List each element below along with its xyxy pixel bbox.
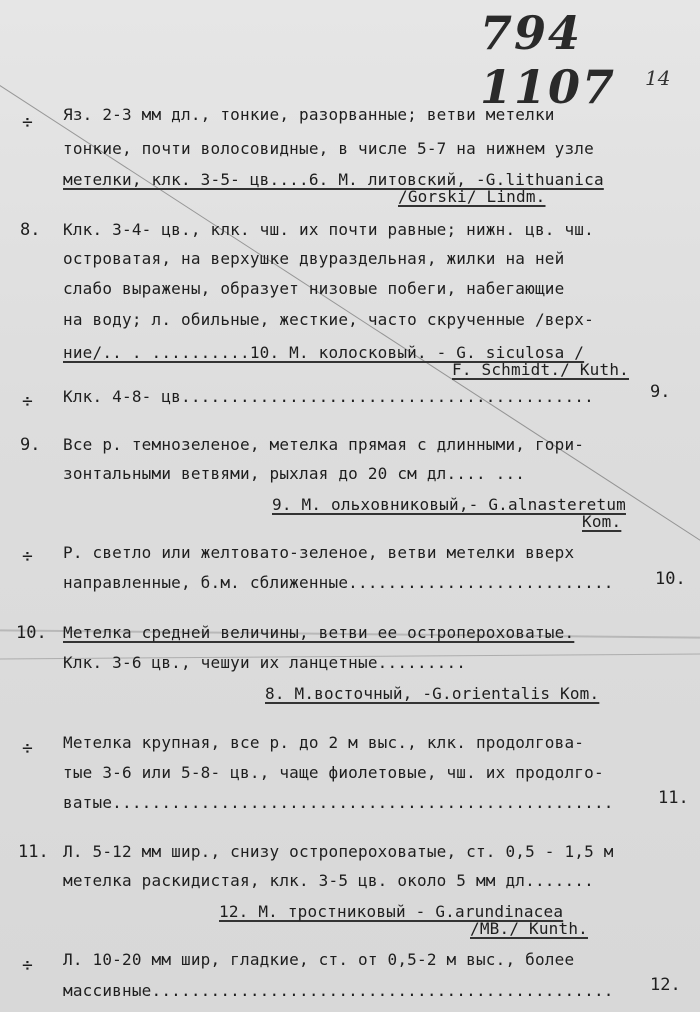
- text-line: Л. 5-12 мм шир., снизу остропероховатые, ст. 0,5 - 1,5 м: [63, 842, 614, 861]
- text-line: Л. 10-20 мм шир, гладкие, ст. от 0,5-2 м выс., более: [63, 950, 575, 969]
- text-line: Клк. 3-6 цв., чешуи их ланцетные.........: [63, 653, 467, 672]
- text-line: 8. М.восточный, -G.orientalis Kom.: [265, 684, 600, 703]
- lead-number: 12.: [650, 975, 681, 995]
- text-line: тые 3-6 или 5-8- цв., чаще фиолетовые, чш. их продолго-: [63, 763, 604, 782]
- text-line: Клк. 3-4- цв., клк. чш. их почти равные; нижн. цв. чш.: [63, 220, 594, 239]
- text-line: Метелка средней величины, ветви ее остропероховатые.: [63, 623, 575, 642]
- author-line: Kom.: [582, 512, 622, 531]
- item-number: 11.: [18, 842, 49, 862]
- text-line: Клк. 4-8- цв..........................................: [63, 387, 594, 406]
- text-line: Р. светло или желтовато-зеленое, ветви метелки вверх: [63, 543, 575, 562]
- text-line: 9. М. ольховниковый,- G.alnasteretum: [272, 495, 626, 514]
- item-number: 10.: [16, 623, 47, 643]
- text-line: Все р. темнозеленое, метелка прямая с длинными, гори-: [63, 435, 585, 454]
- text-line: на воду; л. обильные, жесткие, часто скрученные /верх-: [63, 310, 594, 329]
- text-line: массивные...............................................: [63, 981, 614, 1000]
- item-marker: ÷: [22, 391, 33, 412]
- handwritten-page-number: 794 1107: [480, 6, 617, 114]
- text-line: зонтальными ветвями, рыхлая до 20 см дл.... ...: [63, 464, 526, 483]
- author-line: /МВ./ Kunth.: [470, 919, 588, 938]
- text-line: слабо выражены, образует низовые побеги, набегающие: [63, 279, 565, 298]
- item-marker: ÷: [22, 955, 33, 976]
- item-marker: ÷: [22, 546, 33, 567]
- item-marker: ÷: [22, 738, 33, 759]
- lead-number: 9.: [650, 382, 671, 402]
- item-number: 9.: [20, 435, 41, 455]
- handwritten-corner-number: 14: [645, 66, 671, 90]
- author-line: /Gorski/ Lindm.: [398, 187, 546, 206]
- text-line: Яз. 2-3 мм дл., тонкие, разорванные; ветви метелки: [63, 105, 555, 124]
- item-number: 8.: [20, 220, 41, 240]
- text-line: направленные, б.м. сближенные...........................: [63, 573, 614, 592]
- text-line: ватые...................................................: [63, 793, 614, 812]
- text-line: метелки, клк. 3-5- цв....6. М. литовский, -G.lithuanica: [63, 170, 604, 189]
- text-line: островатая, на верхушке двураздельная, жилки на ней: [63, 249, 565, 268]
- item-marker: ÷: [22, 112, 33, 133]
- text-line: 12. М. тростниковый - G.arundinacea: [219, 902, 564, 921]
- text-line: метелка раскидистая, клк. 3-5 цв. около 5 мм дл.......: [63, 871, 594, 890]
- text-line: Метелка крупная, все р. до 2 м выс., клк. продолгова-: [63, 733, 585, 752]
- lead-number: 11.: [658, 788, 689, 808]
- lead-number: 10.: [655, 569, 686, 589]
- author-line: F. Schmidt./ Kuth.: [452, 360, 629, 379]
- text-line: тонкие, почти волосовидные, в числе 5-7 на нижнем узле: [63, 139, 594, 158]
- text-line: ние/.. . ..........10. М. колосковый. - G. siculosa /: [63, 343, 585, 362]
